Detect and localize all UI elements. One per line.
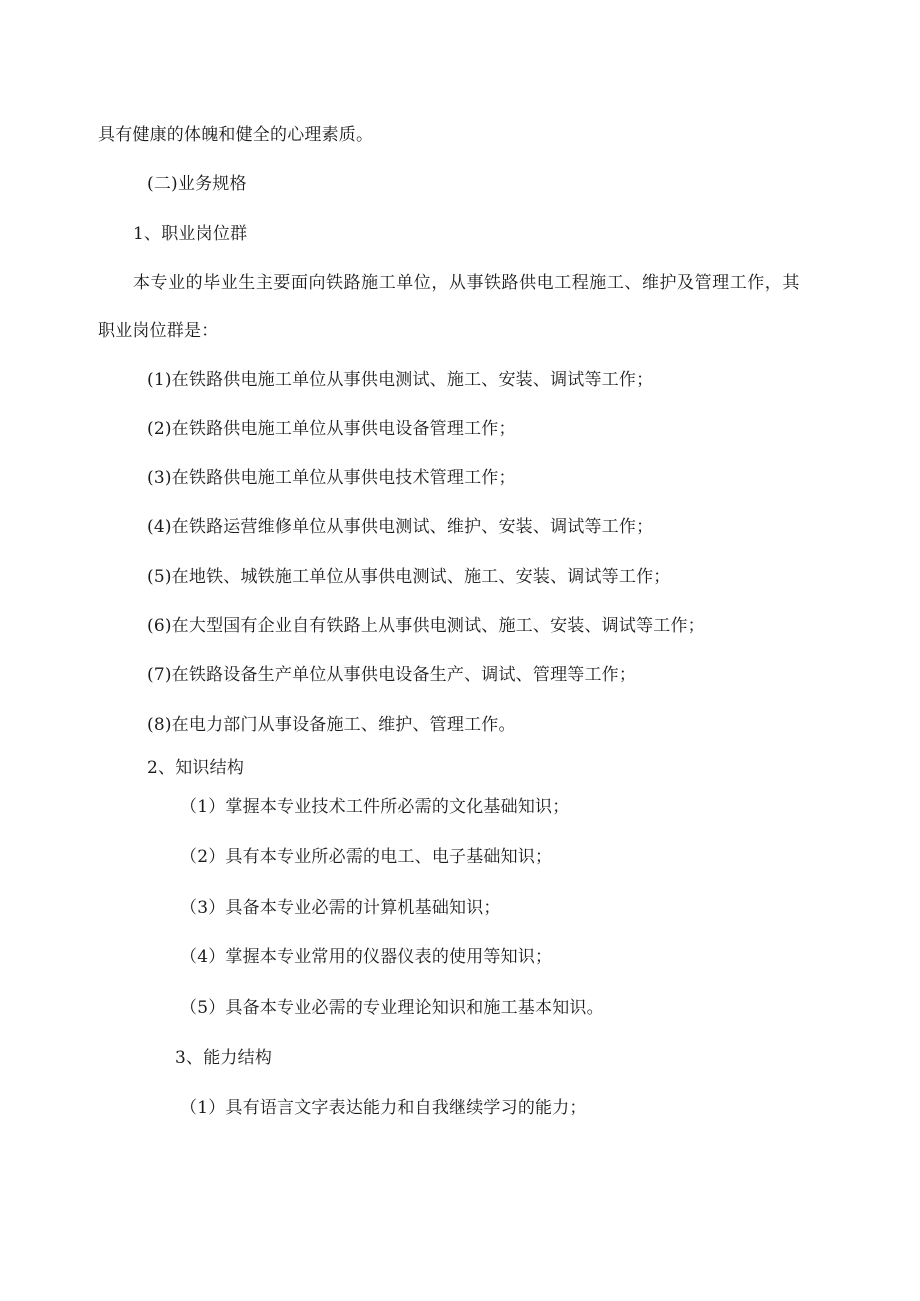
sub1-paragraph-line1: 本专业的毕业生主要面向铁路施工单位，从事铁路供电工程施工、维护及管理工作，其 <box>133 273 800 293</box>
sub1-item: (2)在铁路供电施工单位从事供电设备管理工作； <box>147 419 516 439</box>
sub1-item: (8)在电力部门从事设备施工、维护、管理工作。 <box>147 715 516 735</box>
sub1-heading: 1、职业岗位群 <box>133 224 248 244</box>
sub1-item: (5)在地铁、城铁施工单位从事供电测试、施工、安装、调试等工作； <box>147 567 671 587</box>
sub2-heading: 2、知识结构 <box>147 758 245 778</box>
section-heading: (二)业务规格 <box>147 174 247 194</box>
sub2-item: （1）掌握本专业技术工件所必需的文化基础知识； <box>180 797 570 817</box>
sub2-item: （5）具备本专业必需的专业理论知识和施工基本知识。 <box>180 998 604 1018</box>
sub1-paragraph-line2: 职业岗位群是： <box>98 321 219 341</box>
sub1-item: (6)在大型国有企业自有铁路上从事供电测试、施工、安装、调试等工作； <box>147 616 705 636</box>
sub3-heading: 3、能力结构 <box>175 1048 273 1068</box>
sub3-item: （1）具有语言文字表达能力和自我继续学习的能力； <box>180 1098 587 1118</box>
sub1-item: (1)在铁路供电施工单位从事供电测试、施工、安装、调试等工作； <box>147 370 654 390</box>
intro-line: 具有健康的体魄和健全的心理素质。 <box>98 125 374 145</box>
sub1-item: (7)在铁路设备生产单位从事供电设备生产、调试、管理等工作； <box>147 665 637 685</box>
sub2-item: （3）具备本专业必需的计算机基础知识； <box>180 898 501 918</box>
sub2-item: （2）具有本专业所必需的电工、电子基础知识； <box>180 847 553 867</box>
sub1-item: (3)在铁路供电施工单位从事供电技术管理工作； <box>147 468 516 488</box>
sub1-item: (4)在铁路运营维修单位从事供电测试、维护、安装、调试等工作； <box>147 517 654 537</box>
sub2-item: （4）掌握本专业常用的仪器仪表的使用等知识； <box>180 947 553 967</box>
